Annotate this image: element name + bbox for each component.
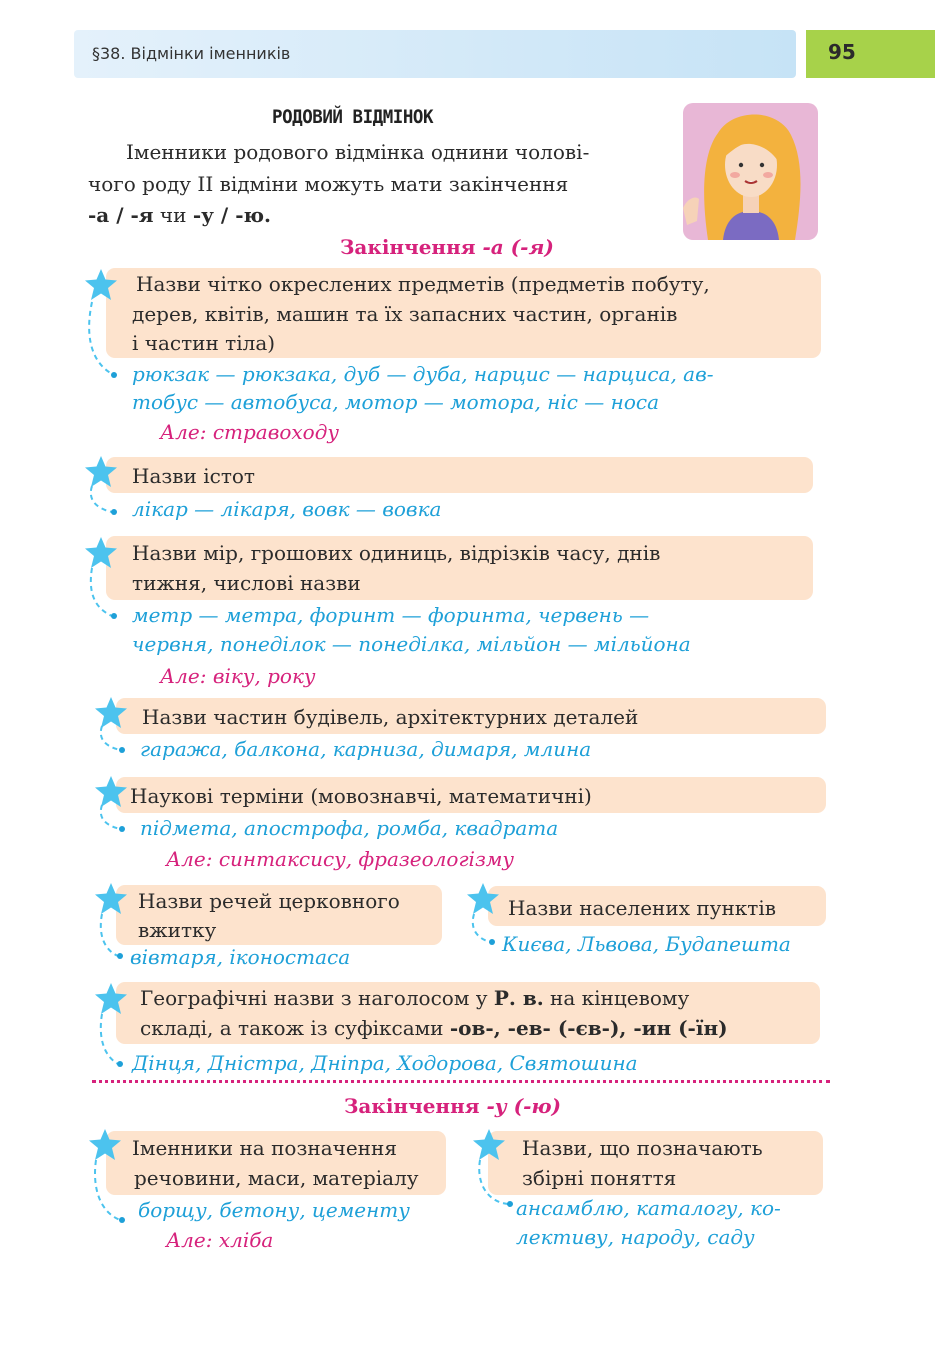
intro-line-3 bbox=[88, 203, 271, 227]
rule-text-part: Географічні назви з наголосом у bbox=[140, 986, 494, 1010]
rule-text-line: Іменники на позначення bbox=[132, 1136, 397, 1160]
rule-text-line: дерев, квітів, машин та їх запасних частин, органів bbox=[132, 302, 678, 326]
example-text: рюкзак — рюкзака, дуб — дуба, нарцис — нарциса, ав- bbox=[132, 362, 714, 386]
page-title: РОДОВИЙ ВІДМІНОК bbox=[272, 106, 434, 128]
example-text: вівтаря, іконостаса bbox=[130, 945, 351, 969]
ending-a: -а / -я bbox=[88, 203, 154, 227]
example-text: Дінця, Дністра, Дніпра, Ходорова, Святошина bbox=[132, 1051, 638, 1075]
exception-text: Але: стравоходу bbox=[160, 420, 339, 444]
example-text: Києва, Львова, Будапешта bbox=[502, 932, 791, 956]
star-icon bbox=[84, 268, 118, 302]
example-text: тобус — автобуса, мотор — мотора, ніс — носа bbox=[132, 390, 659, 414]
ending-u-heading-ending: -у (-ю) bbox=[486, 1094, 561, 1118]
rule-text-line: речовини, маси, матеріалу bbox=[134, 1166, 419, 1190]
rule-text-line: вжитку bbox=[138, 918, 217, 942]
page-number: 95 bbox=[828, 40, 856, 64]
intro-line-2: чого роду II відміни можуть мати закінчення bbox=[88, 172, 569, 196]
example-text: метр — метра, форинт — форинта, червень — bbox=[132, 603, 650, 627]
suffix-list: -ов-, -ев- (-єв-), -ин (-їн) bbox=[449, 1016, 728, 1040]
star-icon bbox=[94, 882, 128, 916]
intro-conj: чи bbox=[153, 203, 193, 227]
rule-text-line: Назви населених пунктів bbox=[508, 896, 776, 920]
example-text: гаража, балкона, карниза, димаря, млина bbox=[140, 737, 592, 761]
girl-illustration-icon bbox=[683, 103, 818, 240]
rule-text-line: Назви істот bbox=[132, 464, 255, 488]
rule-text-line: Назви мір, грошових одиниць, відрізків часу, днів bbox=[132, 541, 661, 565]
exception-text: Але: віку, року bbox=[160, 664, 316, 688]
star-icon bbox=[84, 536, 118, 570]
rule-text-line: і частин тіла) bbox=[132, 331, 276, 355]
connector-arrow bbox=[86, 484, 126, 524]
connector-arrow bbox=[96, 803, 136, 843]
rule-text-line: Назви речей церковного bbox=[138, 889, 400, 913]
ending-a-heading-ending: -а (-я) bbox=[482, 235, 554, 259]
case-abbrev: Р. в. bbox=[493, 986, 544, 1010]
example-text: червня, понеділок — понеділка, мільйон — мільйона bbox=[132, 632, 691, 656]
exception-text: Але: синтаксису, фразеологізму bbox=[166, 847, 515, 871]
connector-arrow bbox=[84, 300, 124, 380]
star-icon bbox=[94, 982, 128, 1016]
example-text: борщу, бетону, цементу bbox=[138, 1198, 410, 1222]
rule-text-part: складі, а також із суфіксами bbox=[140, 1016, 450, 1040]
connector-arrow bbox=[86, 566, 126, 626]
ending-a-heading-prefix: Закінчення bbox=[340, 235, 483, 259]
rule-text-line: збірні поняття bbox=[522, 1166, 677, 1190]
example-text: підмета, апострофа, ромба, квадрата bbox=[140, 816, 559, 840]
page-number-tab bbox=[806, 30, 935, 78]
star-icon bbox=[472, 1128, 506, 1162]
connector-arrow bbox=[90, 1158, 130, 1228]
rule-text-line bbox=[140, 986, 689, 1010]
rule-text-line: Наукові терміни (мовознавчі, математичні) bbox=[130, 784, 592, 808]
connector-arrow bbox=[96, 1012, 136, 1072]
rule-text-line: Назви, що позначають bbox=[522, 1136, 763, 1160]
connector-arrow bbox=[474, 1158, 514, 1218]
section-label: §38. Відмінки іменників bbox=[92, 44, 291, 63]
rule-text-line: Назви частин будівель, архітектурних деталей bbox=[142, 705, 639, 729]
girl-avatar-illustration bbox=[683, 103, 818, 240]
rule-text-line bbox=[140, 1016, 728, 1040]
rule-text-part: на кінцевому bbox=[543, 986, 690, 1010]
rule-text-line: тижня, числові назви bbox=[132, 571, 361, 595]
ending-a-heading bbox=[340, 235, 554, 259]
rule-text-line: Назви чітко окреслених предметів (предметів побуту, bbox=[136, 272, 710, 296]
ending-u: -у / -ю. bbox=[192, 203, 271, 227]
exception-text: Але: хліба bbox=[166, 1228, 274, 1252]
example-text: лікар — лікаря, вовк — вовка bbox=[132, 497, 442, 521]
ending-u-heading bbox=[344, 1094, 561, 1118]
ending-u-heading-prefix: Закінчення bbox=[344, 1094, 487, 1118]
intro-line-1: Іменники родового відмінка однини чолові- bbox=[126, 140, 590, 164]
star-icon bbox=[88, 1128, 122, 1162]
connector-arrow bbox=[96, 724, 136, 764]
star-icon bbox=[466, 882, 500, 916]
dotted-divider bbox=[92, 1080, 830, 1083]
example-text: лективу, народу, саду bbox=[516, 1225, 755, 1249]
example-text: ансамблю, каталогу, ко- bbox=[516, 1196, 781, 1220]
